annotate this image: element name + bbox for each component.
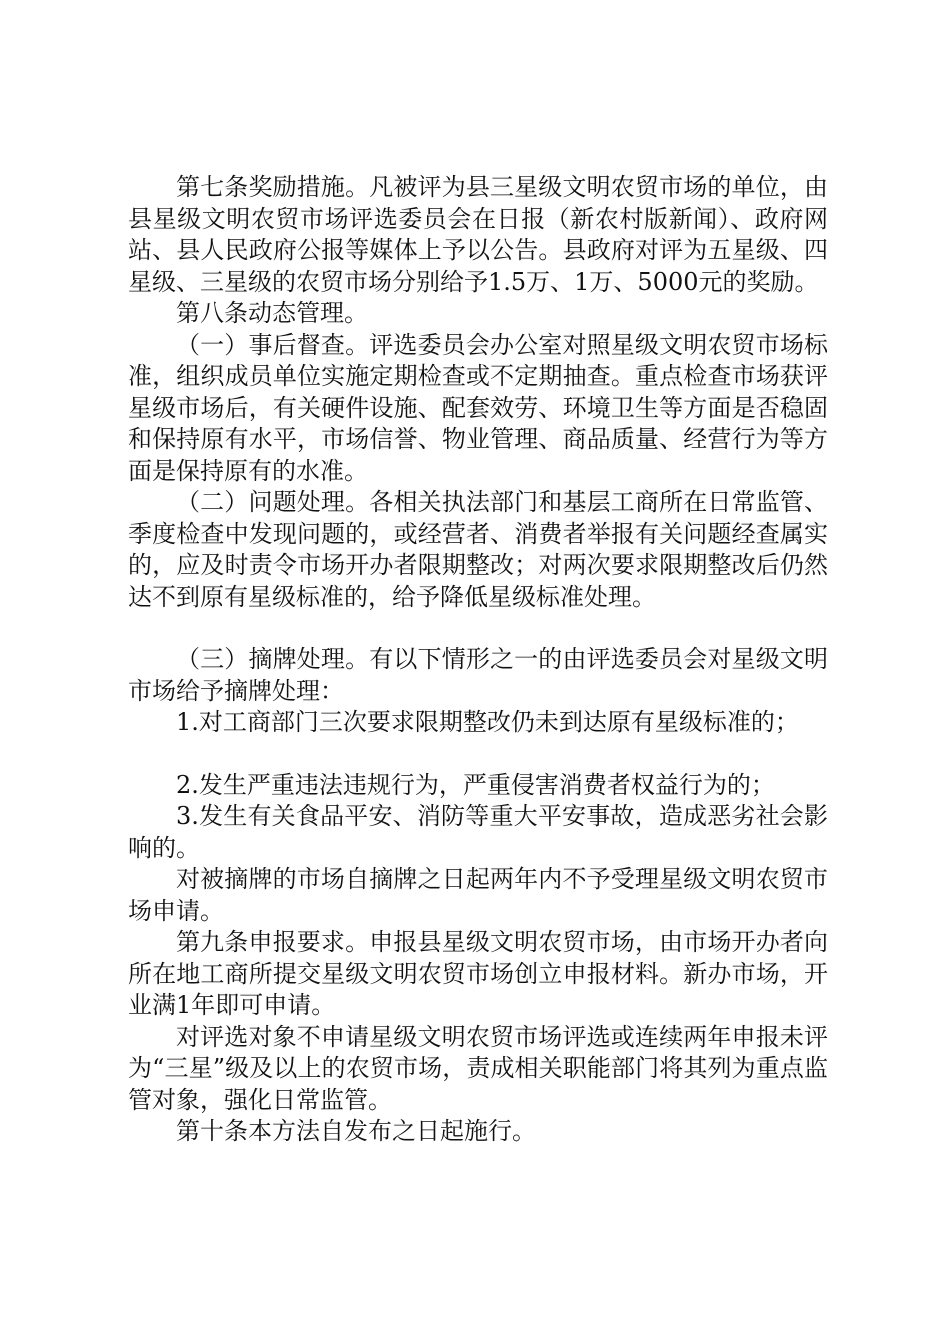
paragraph-non-applicants: 对评选对象不申请星级文明农贸市场评选或连续两年申报未评为“三星”级及以上的农贸市场，责成相关职能部门将其列为重点监管对象，强化日常监管。 [128, 1022, 828, 1114]
paragraph-article-9: 第九条申报要求。申报县星级文明农贸市场，由市场开办者向所在地工商所提交星级文明农贸市场创立申报材料。新办市场，开业满1年即可申请。 [128, 928, 828, 1019]
paragraph-problem-handling: （二）问题处理。各相关执法部门和基层工商所在日常监管、季度检查中发现问题的，或经营者、消费者举报有关问题经查属实的，应及时责令市场开办者限期整改；对两次要求限期整改后仍然达不到原有星级标准的，给予降低星级标准处理。 [128, 488, 828, 611]
paragraph-article-8-heading: 第八条动态管理。 [176, 299, 368, 327]
paragraph-spacer [128, 739, 828, 770]
paragraph-delisting: （三）摘牌处理。有以下情形之一的由评选委员会对星级文明市场给予摘牌处理： [128, 645, 828, 705]
paragraph-spacer [128, 613, 828, 644]
paragraph-article-7: 第七条奖励措施。凡被评为县三星级文明农贸市场的单位，由县星级文明农贸市场评选委员会在日报（新农村版新闻）、政府网站、县人民政府公报等媒体上予以公告。县政府对评为五星级、四星级、三星级的农贸市场分别给予1.5万、1万、5000元的奖励。 [128, 173, 828, 296]
list-item-2: 2.发生严重违法违规行为，严重侵害消费者权益行为的； [176, 770, 775, 799]
paragraph-delisted-market: 对被摘牌的市场自摘牌之日起两年内不予受理星级文明农贸市场申请。 [128, 865, 828, 925]
document-body [128, 172, 828, 1148]
list-item-3: 3.发生有关食品平安、消防等重大平安事故，造成恶劣社会影响的。 [128, 802, 828, 862]
paragraph-post-inspection: （一）事后督查。评选委员会办公室对照星级文明农贸市场标准，组织成员单位实施定期检查或不定期抽查。重点检查市场获评星级市场后，有关硬件设施、配套效劳、环境卫生等方面是否稳固和保持原有水平，市场信誉、物业管理、商品质量、经营行为等方面是保持原有的水准。 [128, 330, 828, 485]
paragraph-article-10: 第十条本方法自发布之日起施行。 [176, 1117, 536, 1145]
list-item-1: 1.对工商部门三次要求限期整改仍未到达原有星级标准的； [176, 708, 799, 736]
